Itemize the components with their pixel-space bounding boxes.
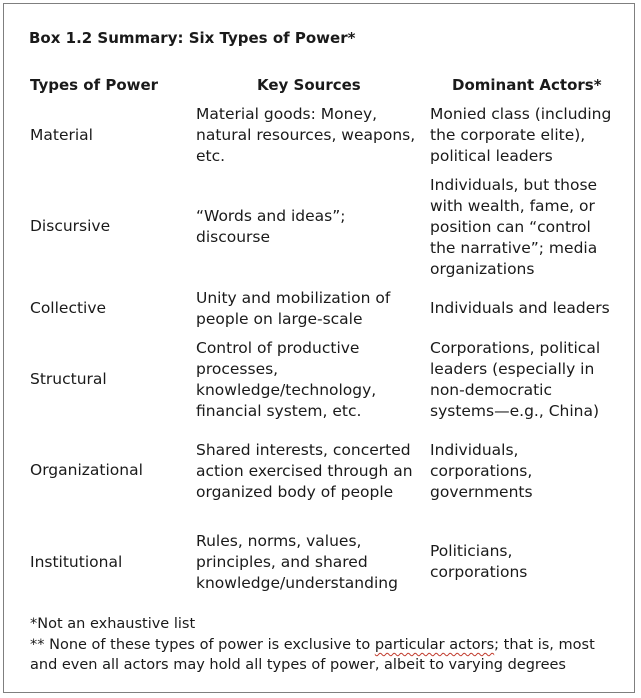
spellcheck-underlined-text: particular actors: [374, 637, 495, 653]
footnote-line: [30, 635, 630, 655]
actors-line: Corporations, political: [430, 339, 601, 357]
sources-line: financial system, etc.: [196, 402, 362, 420]
sources-line: knowledge/technology,: [196, 381, 377, 399]
sources-line: knowledge/understanding: [196, 574, 398, 592]
actors-line: governments: [430, 483, 533, 501]
box-title: Box 1.2 Summary: Six Types of Power*: [29, 29, 356, 47]
sources-cell: [196, 531, 398, 594]
sources-line: Rules, norms, values,: [196, 532, 362, 550]
sources-line: “Words and ideas”;: [196, 207, 346, 225]
sources-cell: [196, 338, 376, 422]
actors-cell: [430, 298, 610, 319]
actors-line: organizations: [430, 260, 535, 278]
type-cell: Structural: [30, 370, 107, 388]
type-cell: Collective: [30, 299, 107, 317]
sources-line: discourse: [196, 228, 271, 246]
type-cell: Institutional: [30, 553, 123, 571]
sources-line: etc.: [196, 147, 226, 165]
footnote-text: ; that is, most: [494, 637, 595, 653]
sources-cell: [196, 206, 345, 248]
sources-line: organized body of people: [196, 483, 394, 501]
actors-cell: [430, 104, 611, 167]
sources-line: natural resources, weapons,: [196, 126, 416, 144]
actors-line: Individuals, but those: [430, 176, 598, 194]
actors-line: leaders (especially in: [430, 360, 595, 378]
actors-line: Individuals and leaders: [430, 299, 610, 317]
footnote-not-exhaustive: *Not an exhaustive list: [30, 616, 196, 632]
actors-line: systems—e.g., China): [430, 402, 600, 420]
actors-cell: [430, 175, 597, 280]
actors-line: corporations: [430, 563, 528, 581]
sources-line: Material goods: Money,: [196, 105, 378, 123]
header-key-sources: Key Sources: [257, 76, 361, 94]
sources-line: people on large-scale: [196, 310, 363, 328]
actors-line: with wealth, fame, or: [430, 197, 595, 215]
actors-cell: [430, 338, 600, 422]
footnote-exclusivity: [30, 635, 630, 675]
sources-line: principles, and shared: [196, 553, 368, 571]
sources-cell: [196, 104, 415, 167]
sources-line: processes,: [196, 360, 279, 378]
footnote-text: ** None of these types of power is exclusive to: [30, 637, 375, 653]
actors-cell: [430, 541, 527, 583]
type-cell: Material: [30, 126, 93, 144]
actors-line: the narrative”; media: [430, 239, 598, 257]
actors-line: Individuals,: [430, 441, 519, 459]
type-cell: Discursive: [30, 217, 111, 235]
sources-line: Unity and mobilization of: [196, 289, 391, 307]
sources-cell: [196, 440, 413, 503]
type-cell: Organizational: [30, 461, 143, 479]
footnote-line: and even all actors may hold all types of power, albeit to varying degrees: [30, 657, 566, 673]
sources-line: action exercised through an: [196, 462, 413, 480]
header-types-of-power: Types of Power: [30, 76, 159, 94]
sources-cell: [196, 288, 390, 330]
actors-line: Politicians,: [430, 542, 513, 560]
actors-line: corporations,: [430, 462, 533, 480]
sources-line: Control of productive: [196, 339, 360, 357]
actors-line: Monied class (including: [430, 105, 612, 123]
sources-line: Shared interests, concerted: [196, 441, 411, 459]
actors-line: position can “control: [430, 218, 591, 236]
actors-line: political leaders: [430, 147, 553, 165]
actors-line: the corporate elite),: [430, 126, 586, 144]
actors-line: non-democratic: [430, 381, 552, 399]
header-dominant-actors: Dominant Actors*: [452, 76, 602, 94]
actors-cell: [430, 440, 533, 503]
